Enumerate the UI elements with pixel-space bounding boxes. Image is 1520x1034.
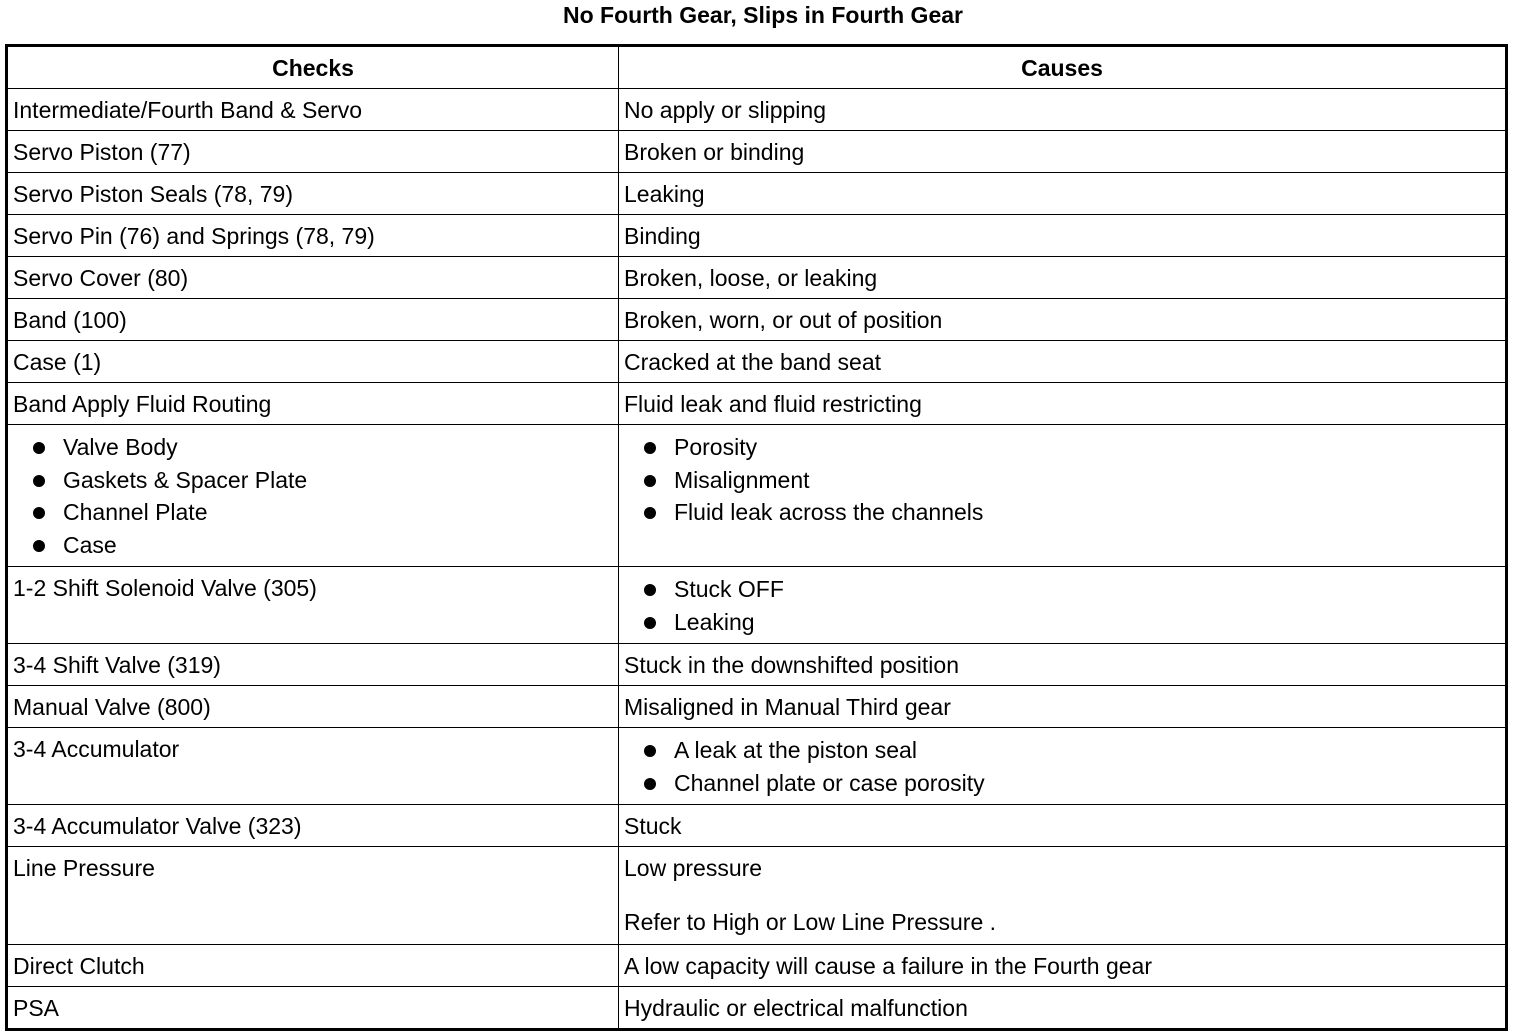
check-cell: Intermediate/Fourth Band & Servo	[7, 89, 619, 131]
list-item: A leak at the piston seal	[638, 734, 1500, 767]
header-row	[7, 46, 1507, 89]
check-cell: 3-4 Accumulator	[7, 728, 619, 805]
table-row	[7, 987, 1507, 1030]
cause-cell: Cracked at the band seat	[619, 341, 1507, 383]
bullet-icon	[33, 507, 45, 519]
cause-cell: No apply or slipping	[619, 89, 1507, 131]
table-row	[7, 945, 1507, 987]
list-item: Case	[27, 529, 613, 562]
bullet-icon	[33, 475, 45, 487]
check-cell: 3-4 Accumulator Valve (323)	[7, 805, 619, 847]
table-row	[7, 299, 1507, 341]
list-item: Channel plate or case porosity	[638, 767, 1500, 800]
table-row	[7, 131, 1507, 173]
causes-header: Causes	[619, 46, 1507, 89]
check-cell: Band Apply Fluid Routing	[7, 383, 619, 425]
cause-text: Low pressure	[624, 855, 763, 881]
list-item: Misalignment	[638, 464, 1500, 497]
table-row	[7, 805, 1507, 847]
table-row	[7, 89, 1507, 131]
table-row	[7, 215, 1507, 257]
table-row	[7, 341, 1507, 383]
cause-cell: Stuck	[619, 805, 1507, 847]
cause-cell: Leaking	[619, 173, 1507, 215]
check-bullet-list	[13, 431, 613, 561]
check-cell: Servo Cover (80)	[7, 257, 619, 299]
table-row	[7, 425, 1507, 567]
cause-cell: Fluid leak and fluid restricting	[619, 383, 1507, 425]
cross-reference-note: Refer to High or Low Line Pressure .	[624, 909, 997, 935]
check-cell: Servo Piston (77)	[7, 131, 619, 173]
check-cell	[7, 425, 619, 567]
table-row	[7, 686, 1507, 728]
check-cell: Direct Clutch	[7, 945, 619, 987]
cause-bullet-list	[624, 573, 1500, 638]
table-row	[7, 567, 1507, 644]
cause-cell	[619, 847, 1507, 945]
list-item: Leaking	[638, 606, 1500, 639]
cause-cell	[619, 567, 1507, 644]
check-cell: Band (100)	[7, 299, 619, 341]
cause-cell: Broken or binding	[619, 131, 1507, 173]
table-row	[7, 383, 1507, 425]
cause-cell	[619, 425, 1507, 567]
cause-cell	[619, 728, 1507, 805]
cause-cell: Binding	[619, 215, 1507, 257]
list-item: Fluid leak across the channels	[638, 496, 1500, 529]
bullet-icon	[644, 617, 656, 629]
diagnosis-table	[5, 44, 1508, 1031]
table-row	[7, 644, 1507, 686]
list-item: Stuck OFF	[638, 573, 1500, 606]
list-item: Channel Plate	[27, 496, 613, 529]
table-row	[7, 173, 1507, 215]
cause-cell: A low capacity will cause a failure in the Fourth gear	[619, 945, 1507, 987]
cause-cell: Hydraulic or electrical malfunction	[619, 987, 1507, 1030]
check-cell: Case (1)	[7, 341, 619, 383]
check-cell: 1-2 Shift Solenoid Valve (305)	[7, 567, 619, 644]
bullet-icon	[33, 442, 45, 454]
table-row	[7, 257, 1507, 299]
cause-cell: Broken, worn, or out of position	[619, 299, 1507, 341]
bullet-icon	[644, 584, 656, 596]
list-item: Gaskets & Spacer Plate	[27, 464, 613, 497]
cause-cell: Broken, loose, or leaking	[619, 257, 1507, 299]
cause-cell: Misaligned in Manual Third gear	[619, 686, 1507, 728]
bullet-icon	[644, 507, 656, 519]
check-cell: PSA	[7, 987, 619, 1030]
cause-bullet-list	[624, 734, 1500, 799]
cause-cell: Stuck in the downshifted position	[619, 644, 1507, 686]
list-item: Valve Body	[27, 431, 613, 464]
table-row	[7, 847, 1507, 945]
bullet-icon	[644, 442, 656, 454]
check-cell: Line Pressure	[7, 847, 619, 945]
check-cell: Servo Pin (76) and Springs (78, 79)	[7, 215, 619, 257]
table-row	[7, 728, 1507, 805]
cause-bullet-list	[624, 431, 1500, 529]
check-cell: Servo Piston Seals (78, 79)	[7, 173, 619, 215]
bullet-icon	[644, 745, 656, 757]
check-cell: 3-4 Shift Valve (319)	[7, 644, 619, 686]
page-title: No Fourth Gear, Slips in Fourth Gear	[563, 2, 963, 28]
check-cell: Manual Valve (800)	[7, 686, 619, 728]
checks-header: Checks	[7, 46, 619, 89]
bullet-icon	[644, 778, 656, 790]
bullet-icon	[33, 540, 45, 552]
bullet-icon	[644, 475, 656, 487]
list-item: Porosity	[638, 431, 1500, 464]
